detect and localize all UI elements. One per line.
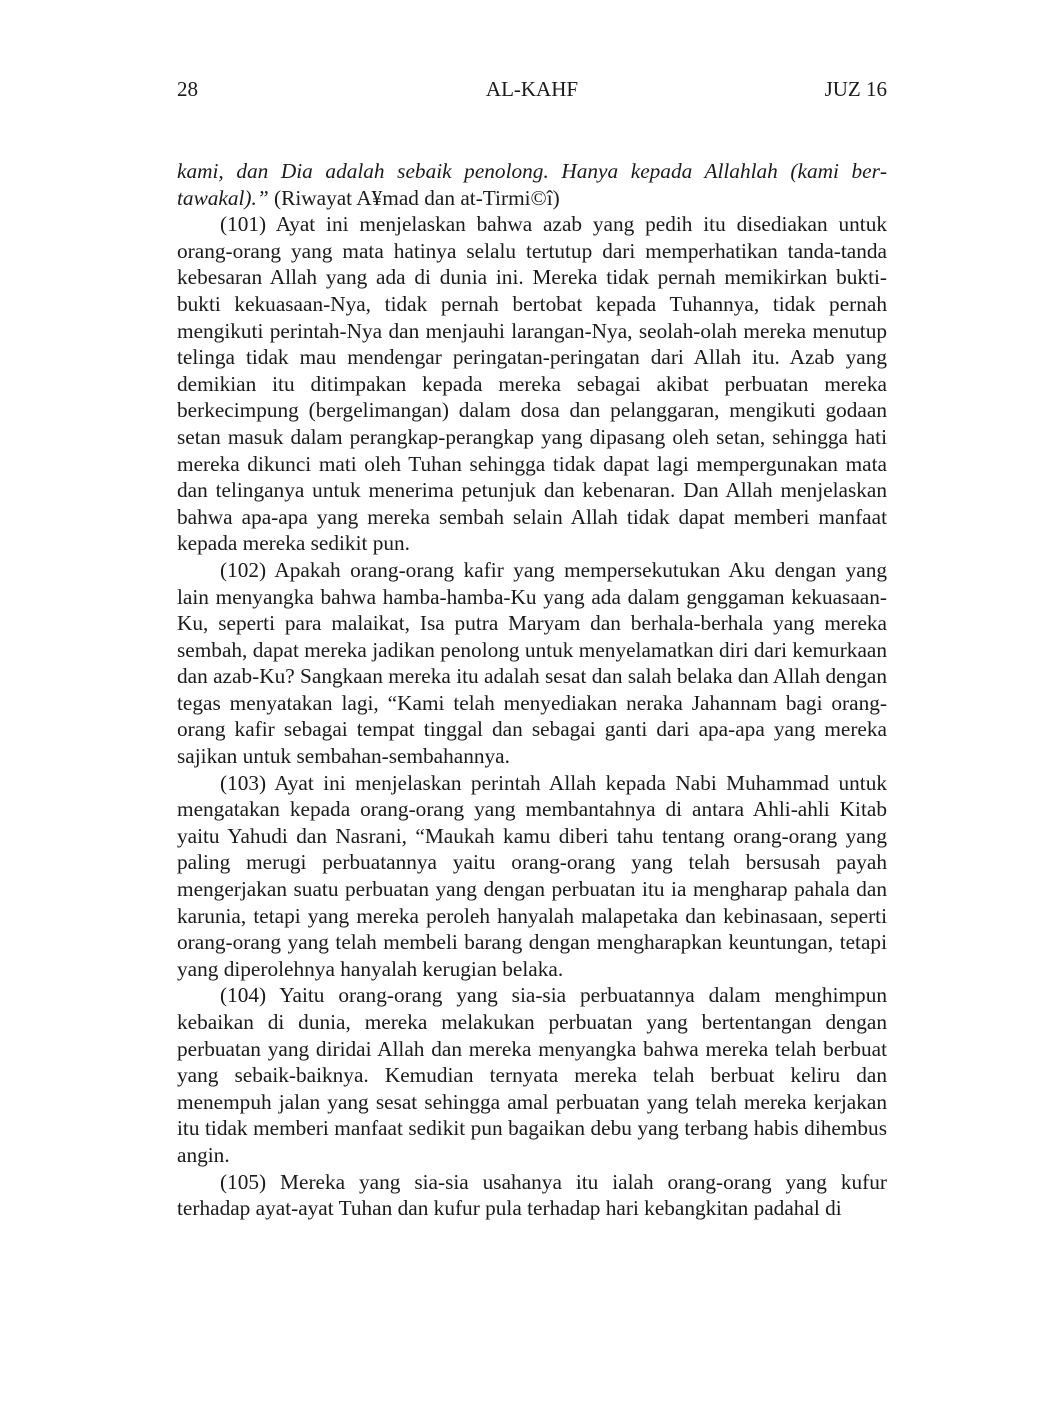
- paragraph-105: (105) Mereka yang sia-sia usahanya itu ialah orang-orang yang kufur terhadap ayat-ayat Tuhan dan kufur pula terhadap hari kebangkitan padahal di: [177, 1169, 887, 1221]
- paragraph-103: (103) Ayat ini menjelaskan perintah Allah kepada Nabi Muhammad untuk mengatakan kepada orang-orang yang membantahnya di antara Ahli-ahli Kitab yaitu Yahudi dan Nasrani, “Maukah kamu diberi tahu tentang orang-orang yang paling merugi perbuatannya yaitu orang-orang yang telah bersusah payah mengerjakan suatu perbuatan yang dengan perbuatan itu ia mengharap pahala dan karunia, tetapi yang mereka peroleh hanyalah malapetaka dan kebinasaan, seperti orang-orang yang telah membeli barang dengan mengharapkan keuntungan, tetapi yang diperolehnya hanyalah kerugian belaka.: [177, 770, 887, 981]
- page-number: 28: [177, 77, 198, 101]
- paragraph-101: (101) Ayat ini menjelaskan bahwa azab yang pedih itu disediakan untuk orang-orang yang mata hatinya selalu tertutup dari memperhatikan tanda-tanda kebesaran Allah yang ada di dunia ini. Mereka tidak pernah memikirkan bukti-bukti kekuasaan-Nya, tidak pernah bertobat kepada Tuhannya, tidak pernah mengikuti perintah-Nya dan menjauhi larangan-Nya, seolah-olah mereka menutup telinga tidak mau mendengar peringatan-peringatan dari Allah itu. Azab yang demikian itu ditimpakan kepada mereka sebagai akibat perbuatan mereka berkecimpung (bergelimangan) dalam dosa dan pelanggaran, mengikuti godaan setan masuk dalam perangkap-perangkap yang dipasang oleh setan, sehingga hati mereka dikunci mati oleh Tuhan sehingga tidak dapat lagi mempergunakan mata dan telinganya untuk menerima petunjuk dan kebenaran. Dan Allah menjelaskan bahwa apa-apa yang mereka sembah selain Allah tidak dapat memberi manfaat kepada mereka sedikit pun.: [177, 212, 887, 556]
- paragraph-102: (102) Apakah orang-orang kafir yang mempersekutukan Aku dengan yang lain menyangka bahwa hamba-hamba-Ku yang ada dalam genggaman kekuasaan-Ku, seperti para malaikat, Isa putra Maryam dan berhala-berhala yang mereka sembah, dapat mereka jadikan penolong untuk menyelamatkan diri dari kemurkaan dan azab-Ku? Sangkaan mereka itu adalah sesat dan salah belaka dan Allah dengan tegas menyatakan lagi, “Kami telah menyediakan neraka Jahannam bagi orang-orang kafir sebagai tempat tinggal dan sebagai ganti dari apa-apa yang mereka sajikan untuk sembahan-sembahannya.: [177, 557, 887, 769]
- opening-paragraph: [177, 158, 887, 211]
- page-header: [177, 74, 887, 104]
- juz-label: JUZ 16: [824, 77, 887, 101]
- quote-continuation: kami, dan Dia adalah sebaik penolong. Hanya kepada Allahlah (kami bertawakal).”: [177, 159, 887, 210]
- paragraph-104: (104) Yaitu orang-orang yang sia-sia perbuatannya dalam menghimpun kebaikan di dunia, mereka melakukan perbuatan yang bertentangan dengan perbuatan yang diridai Allah dan mereka menyangka bahwa mereka telah berbuat yang sebaik-baiknya. Kemudian ternyata mereka telah berbuat keliru dan menempuh jalan yang sesat sehingga amal perbuatan yang telah mereka kerjakan itu tidak memberi manfaat sedikit pun bagaikan debu yang terbang habis dihembus angin.: [177, 983, 887, 1167]
- surah-title: AL-KAHF: [485, 77, 579, 101]
- body-text: [177, 158, 887, 1222]
- citation: (Riwayat A¥mad dan at-Tirmi©î): [268, 185, 560, 210]
